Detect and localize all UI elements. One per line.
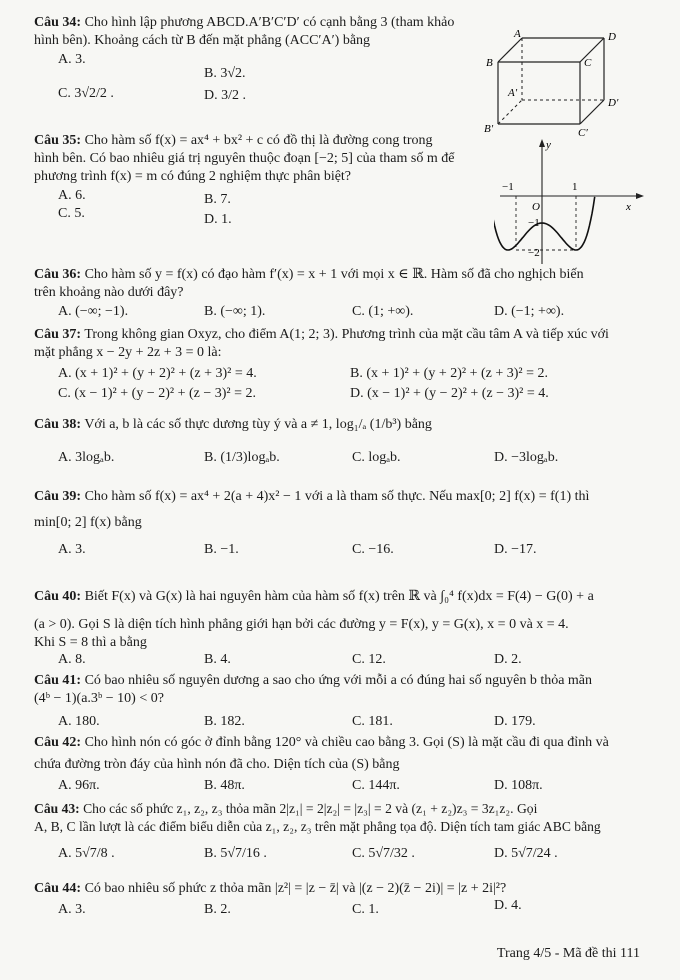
cube-label-a: A [514,28,521,40]
option-b: B. 3√2. [204,66,246,81]
question-number: Câu 34: [34,15,82,30]
question-43 [34,800,644,836]
option-a: A. 96π. [58,778,100,793]
quartic-curve [494,197,595,250]
question-stem: (4ᵇ − 1)(a.3ᵇ − 10) < 0? [34,691,164,706]
question-40 [34,588,634,652]
question-number: Câu 43: [34,801,80,816]
option-c: C. logₐb. [352,450,401,465]
option-c: C. −16. [352,542,394,557]
question-stem: chứa đường tròn đáy của hình nón đã cho. Diện tích của (S) bằng [34,757,400,772]
question-stem: Khi S = 8 thì a bằng [34,635,147,650]
tick-label-1-x: 1 [572,181,578,193]
page-footer: Trang 4/5 - Mã đề thi 111 [496,946,640,961]
question-stem: A, B, C lần lượt là các điểm biểu diễn của z₁, z₂, z₃ trên mặt phẳng tọa độ. Diện tích tam giác ABC bằng [34,819,601,834]
question-stem: Có bao nhiêu số nguyên dương a sao cho ứng với mỗi a có đúng hai số nguyên b thỏa mãn [84,673,593,688]
option-d: D. 5√7/24 . [494,846,558,861]
question-stem: trên khoảng nào dưới đây? [34,285,184,300]
option-a: A. 3. [58,52,86,67]
question-stem: min[0; 2] f(x) bằng [34,515,142,530]
cube-label-d-prime: D′ [608,97,619,109]
question-stem: phương trình f(x) = m có đúng 2 nghiệm thực phân biệt? [34,169,352,184]
option-d: D. 2. [494,652,522,667]
question-34 [34,14,484,50]
option-d: D. 108π. [494,778,543,793]
option-a: A. 3. [58,902,86,917]
question-42 [34,734,634,774]
question-37 [34,326,634,362]
option-d: D. (−1; +∞). [494,304,565,319]
question-stem: hình bên. Có bao nhiêu giá trị nguyên thuộc đoạn [−2; 5] của tham số m để [34,151,455,166]
option-a: A. 180. [58,714,100,729]
tick-label-neg1-y: −1 [528,217,540,229]
question-stem: Cho hàm số y = f(x) có đạo hàm f′(x) = x + 1 với mọi x ∈ ℝ. Hàm số đã cho nghịch biến [84,267,584,282]
option-a: A. 6. [58,188,86,203]
option-b: B. (−∞; 1). [204,304,266,319]
question-stem: Cho các số phức z₁, z₂, z₃ thỏa mãn 2|z₁| = 2|z₂| = |z₃| = 2 và (z₁ + z₂)z₃ = 3z₁z₂. Gọi [83,801,538,816]
cube-label-a-prime: A′ [508,87,518,99]
option-c: C. 3√2/2 . [58,86,114,101]
question-number: Câu 42: [34,735,82,750]
question-41 [34,672,634,708]
cube-label-c-prime: C′ [578,127,588,138]
question-number: Câu 35: [34,133,82,148]
option-b: B. 2. [204,902,231,917]
option-c: C. (x − 1)² + (y − 2)² + (z − 3)² = 2. [58,386,256,401]
option-c: C. 181. [352,714,393,729]
question-38 [34,416,634,434]
question-number: Câu 38: [34,417,82,432]
option-d: D. 179. [494,714,536,729]
option-a: A. 8. [58,652,86,667]
option-d: D. 4. [494,898,522,913]
tick-label-neg2-y: −2 [528,247,540,259]
option-d: D. −17. [494,542,537,557]
option-b: B. (x + 1)² + (y + 2)² + (z + 3)² = 2. [350,366,548,381]
option-a: A. 5√7/8 . [58,846,115,861]
option-b: B. (1/3)logₐb. [204,450,280,465]
option-c: C. 12. [352,652,386,667]
tick-label-neg1-x: −1 [502,181,514,193]
question-stem: (a > 0). Gọi S là diện tích hình phẳng giới hạn bởi các đường y = F(x), y = G(x), x = 0 và x = 4. [34,617,569,632]
option-c: C. 5. [58,206,85,221]
question-number: Câu 44: [34,881,82,896]
cube-label-b-prime: B′ [484,123,494,135]
option-c: C. 5√7/32 . [352,846,415,861]
option-b: B. 48π. [204,778,245,793]
option-a: A. (−∞; −1). [58,304,129,319]
y-axis-label: y [546,139,551,151]
option-b: B. 5√7/16 . [204,846,267,861]
question-39 [34,488,634,532]
question-stem: Cho hình nón có góc ở đỉnh bằng 120° và chiều cao bằng 3. Gọi (S) là mặt cầu đi qua đỉnh và [84,735,609,750]
question-stem: Biết F(x) và G(x) là hai nguyên hàm của hàm số f(x) trên ℝ và ∫₀⁴ f(x)dx = F(4) − G(0) + a [84,589,594,604]
x-axis-label: x [626,201,631,213]
option-b: B. −1. [204,542,239,557]
question-stem: Trong không gian Oxyz, cho điểm A(1; 2; 3). Phương trình của mặt cầu tâm A và tiếp xúc với [84,327,609,342]
option-b: B. 182. [204,714,245,729]
function-graph [494,136,650,268]
question-stem: Cho hàm số f(x) = ax⁴ + 2(a + 4)x² − 1 với a là tham số thực. Nếu max[0; 2] f(x) = f(1) thì [84,489,590,504]
question-stem: hình bên). Khoảng cách từ B đến mặt phẳng (ACC′A′) bằng [34,33,371,48]
question-number: Câu 37: [34,327,82,342]
question-35 [34,132,494,186]
cube-label-b: B [486,57,493,69]
question-stem: Cho hàm số f(x) = ax⁴ + bx² + c có đồ thị là đường cong trong [84,133,433,148]
question-44 [34,880,634,898]
option-a: A. (x + 1)² + (y + 2)² + (z + 3)² = 4. [58,366,257,381]
option-b: B. 4. [204,652,231,667]
option-d: D. −3logₐb. [494,450,559,465]
option-d: D. 1. [204,212,232,227]
option-b: B. 7. [204,192,231,207]
question-stem: Với a, b là các số thực dương tùy ý và a ≠ 1, log₁/ₐ (1/b³) bằng [84,417,432,432]
cube-figure [480,28,640,138]
option-d: D. 3/2 . [204,88,246,103]
question-number: Câu 39: [34,489,82,504]
cube-label-c: C [584,57,592,69]
question-stem: Cho hình lập phương ABCD.A′B′C′D′ có cạnh bằng 3 (tham khảo [84,15,455,30]
question-stem: Có bao nhiêu số phức z thỏa mãn |z²| = |z − z̄| và |(z − 2)(z̄ − 2i)| = |z + 2i|²? [84,881,507,896]
cube-label-d: D [608,31,616,43]
question-36 [34,266,634,302]
question-number: Câu 40: [34,589,82,604]
question-stem: mặt phẳng x − 2y + 2z + 3 = 0 là: [34,345,222,360]
option-c: C. 1. [352,902,379,917]
option-a: A. 3. [58,542,86,557]
option-c: C. 144π. [352,778,400,793]
option-d: D. (x − 1)² + (y − 2)² + (z − 3)² = 4. [350,386,549,401]
option-a: A. 3logₐb. [58,450,115,465]
question-number: Câu 41: [34,673,82,688]
option-c: C. (1; +∞). [352,304,414,319]
question-number: Câu 36: [34,267,82,282]
origin-label: O [532,201,540,213]
